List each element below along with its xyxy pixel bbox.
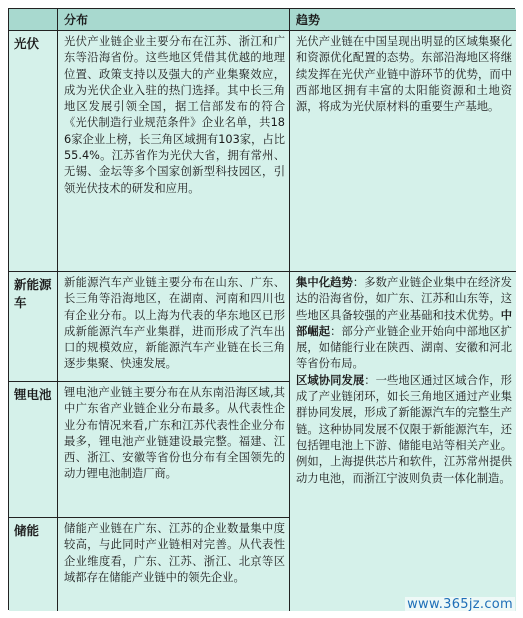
distribution-text-storage: 储能产业链在广东、江苏的企业数量集中度较高，与此同时产业链相对完善。从代表性企业维度看，广东、江苏、浙江、北京等区域都存在储能产业链中的领先企业。 [64,522,285,584]
row-label-pv: 光伏 [14,36,40,51]
trend-label-regional-coordination: 区域协同发展 [296,373,365,387]
trend-cell-merged [290,272,516,611]
row-label-storage: 储能 [14,523,40,538]
header-corner-label [9,9,57,12]
industry-distribution-table [8,8,515,610]
distribution-text-pv: 光伏产业链企业主要分布在江苏、浙江和广东等沿海省份。这些地区凭借其优越的地理位置、政策支持以及强大的产业集聚效应，成为光伏企业入驻的热门选择。其中长三角地区发展引领全国，据工信部发布的符合《光伏制造行业规范条件》企业名单，共186家企业上榜，长三角区域拥有103家，占比55.4%。江苏省作为光伏大省，拥有常州、无锡、金坛等多个国家创新型科技园区，引领光伏技术的研发和应用。 [64,35,285,195]
distribution-cell-storage [58,518,290,611]
trend-text-pv: 光伏产业链在中国呈现出明显的区域集聚化和资源优化配置的态势。东部沿海地区将继续发挥在光伏产业链中游环节的优势，而中西部地区拥有丰富的太阳能资源和土地资源，将成为光伏原材料的重要生产基地。 [296,35,512,114]
row-label-nev: 新能源车 [14,277,52,310]
trend-label-concentration: 集中化趋势 [296,276,353,289]
row-label-cell-li [9,382,58,518]
trend-text-regional-coordination: ：一些地区通过区域合作，形成了产业链闭环，如长三角地区通过产业集群协同发展，形成了新能源汽车的完整生产链。这种协同发展不仅限于新能源汽车，还包括锂电池上下游、储能电站等相关产业。例如，上海提供芯片和软件，江苏常州提供动力电池，而浙江宁波则负责一体化制造。 [296,373,512,485]
distribution-cell-nev [58,272,290,382]
trend-label-central-rise: 中部崛起 [296,308,512,338]
trend-text-concentration: ：多数产业链企业集中在经济发达的沿海省份，如广东、江苏和山东等，这些地区具备较强的产业基础和技术优势。 [296,276,512,322]
header-trend-label: 趋势 [296,13,321,27]
header-corner-cell [9,9,58,31]
header-trend-cell [290,9,516,31]
row-label-cell-pv [9,31,58,272]
trend-text-merged [290,272,516,490]
distribution-text-nev: 新能源汽车产业链主要分布在山东、广东、长三角等沿海地区，在湖南、河南和四川也有企业分布。以上海为代表的华东地区已形成新能源汽车产业集群，进而形成了汽车出口的规模效应，新能源汽车产业链在长三角逐步集聚、快速发展。 [64,276,285,371]
distribution-cell-li [58,382,290,518]
distribution-text-li: 锂电池产业链主要分布在从东南沿海区域,其中广东省产业链企业分布最多。从代表性企业分布情况来看,广东和江苏代表性企业分布最多，锂电池产业链建设最完整。福建、江西、浙江、安徽等省份也分布有全国领先的动力锂电池制造厂商。 [64,386,285,481]
trend-cell-pv [290,31,516,272]
trend-text-central-rise: ：部分产业链企业开始向中部地区扩展，如储能行业在陕西、湖南、安徽和河北等省份布局。 [296,324,512,371]
header-distribution-label: 分布 [64,13,89,27]
row-label-cell-nev [9,272,58,382]
header-distribution-cell [58,9,290,31]
row-label-li: 锂电池 [14,387,52,402]
row-label-cell-storage [9,518,58,611]
site-watermark: www.365jz.com [407,597,513,612]
distribution-cell-pv [58,31,290,272]
